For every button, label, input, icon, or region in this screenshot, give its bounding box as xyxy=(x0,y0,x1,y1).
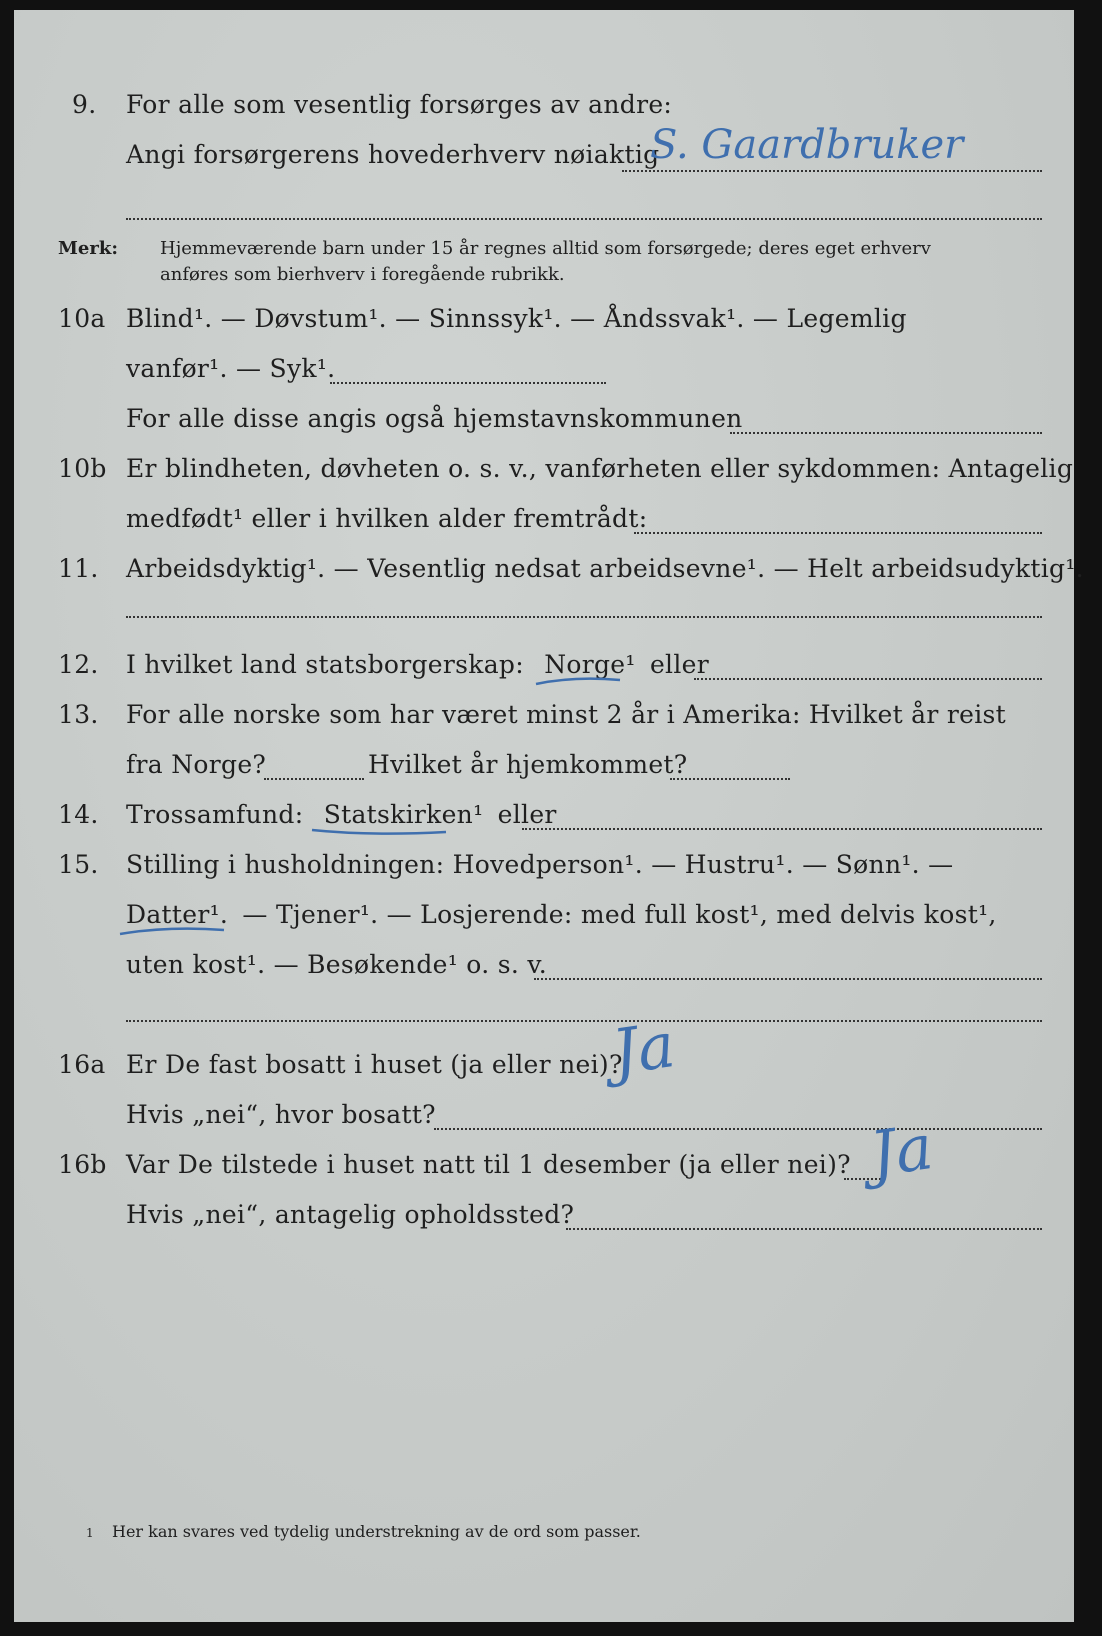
q15-blank xyxy=(534,978,1042,980)
q10b-line2-blank xyxy=(634,532,1042,534)
merk-line2: anføres som bierhverv i foregående rubrikk. xyxy=(160,264,565,285)
q15-ink-underline xyxy=(118,924,228,938)
q14-number: 14. xyxy=(58,800,99,829)
q16b-number: 16b xyxy=(58,1150,107,1179)
q10a-line2-blank xyxy=(330,382,606,384)
q9-number: 9. xyxy=(72,90,97,119)
q13-number: 13. xyxy=(58,700,99,729)
q16b-line1: Var De tilstede i huset natt til 1 desember (ja eller nei)? xyxy=(126,1150,851,1179)
q12-underlined-choice: Norge¹ xyxy=(544,650,636,679)
q10a-line2: vanfør¹. — Syk¹. xyxy=(126,354,336,383)
q14-ink-underline xyxy=(310,824,450,838)
q16a-blank xyxy=(434,1128,1042,1130)
q14-suffix: eller xyxy=(497,800,557,829)
q16a-line1: Er De fast bosatt i huset (ja eller nei)? xyxy=(126,1050,623,1079)
q13-line2b: Hvilket år hjemkommet? xyxy=(368,750,688,779)
q15-extra-line xyxy=(126,1020,1042,1022)
q13-year-returned-blank xyxy=(670,778,790,780)
q9-line2: Angi forsørgerens hovederhverv nøiaktig xyxy=(126,140,660,169)
q13-line2a: fra Norge? xyxy=(126,750,267,779)
q10b-line1: Er blindheten, døvheten o. s. v., vanførheten eller sykdommen: Antagelig xyxy=(126,454,1074,483)
q15-underlined-choice: Datter¹. xyxy=(126,900,229,929)
q16a-number: 16a xyxy=(58,1050,106,1079)
q9-handwritten-answer: S. Gaardbruker xyxy=(650,122,964,168)
q14-prefix: Trossamfund: xyxy=(126,800,304,829)
q12-ink-underline xyxy=(534,674,624,688)
q9-extra-line xyxy=(126,218,1042,220)
census-form-page xyxy=(14,10,1084,1622)
q9-answer-line xyxy=(622,170,1042,172)
q12-suffix: eller xyxy=(649,650,709,679)
q14-blank xyxy=(522,828,1042,830)
footnote-mark: 1 xyxy=(86,1526,94,1540)
q15-line2-rest: — Tjener¹. — Losjerende: med full kost¹, med delvis kost¹, xyxy=(242,900,997,929)
q11-extra-line xyxy=(126,616,1042,618)
q13-line1: For alle norske som har været minst 2 år i Amerika: Hvilket år reist xyxy=(126,700,1007,729)
q15-line2 xyxy=(126,900,997,929)
q12-blank xyxy=(694,678,1042,680)
q10a-line3-blank xyxy=(730,432,1042,434)
q10b-line2: medfødt¹ eller i hvilken alder fremtrådt: xyxy=(126,504,648,533)
q11-line1: Arbeidsdyktig¹. — Vesentlig nedsat arbeidsevne¹. — Helt arbeidsudyktig¹. xyxy=(126,554,1084,583)
q12-number: 12. xyxy=(58,650,99,679)
q15-number: 15. xyxy=(58,850,99,879)
merk-label: Merk: xyxy=(58,238,118,259)
q12-prefix: I hvilket land statsborgerskap: xyxy=(126,650,524,679)
q14-underlined-choice: Statskirken¹ xyxy=(323,800,484,829)
q16b-blank xyxy=(566,1228,1042,1230)
q16a-handwritten-answer: Ja xyxy=(607,1008,680,1089)
q13-year-left-blank xyxy=(264,778,364,780)
q11-number: 11. xyxy=(58,554,99,583)
footnote-text: Her kan svares ved tydelig understrekning av de ord som passer. xyxy=(112,1522,641,1541)
q10a-line1: Blind¹. — Døvstum¹. — Sinnssyk¹. — Åndssvak¹. — Legemlig xyxy=(126,304,907,333)
q15-line1: Stilling i husholdningen: Hovedperson¹. — Hustru¹. — Sønn¹. — xyxy=(126,850,954,879)
merk-line1: Hjemmeværende barn under 15 år regnes alltid som forsørgede; deres eget erhverv xyxy=(160,238,931,259)
q10a-number: 10a xyxy=(58,304,106,333)
q15-line3: uten kost¹. — Besøkende¹ o. s. v. xyxy=(126,950,548,979)
q16a-line2: Hvis „nei“, hvor bosatt? xyxy=(126,1100,436,1129)
q16b-handwritten-answer: Ja xyxy=(865,1110,938,1191)
q10a-line3: For alle disse angis også hjemstavnskommunen xyxy=(126,404,743,433)
q16b-line2: Hvis „nei“, antagelig opholdssted? xyxy=(126,1200,575,1229)
q10b-number: 10b xyxy=(58,454,107,483)
q9-line1: For alle som vesentlig forsørges av andre: xyxy=(126,90,673,119)
